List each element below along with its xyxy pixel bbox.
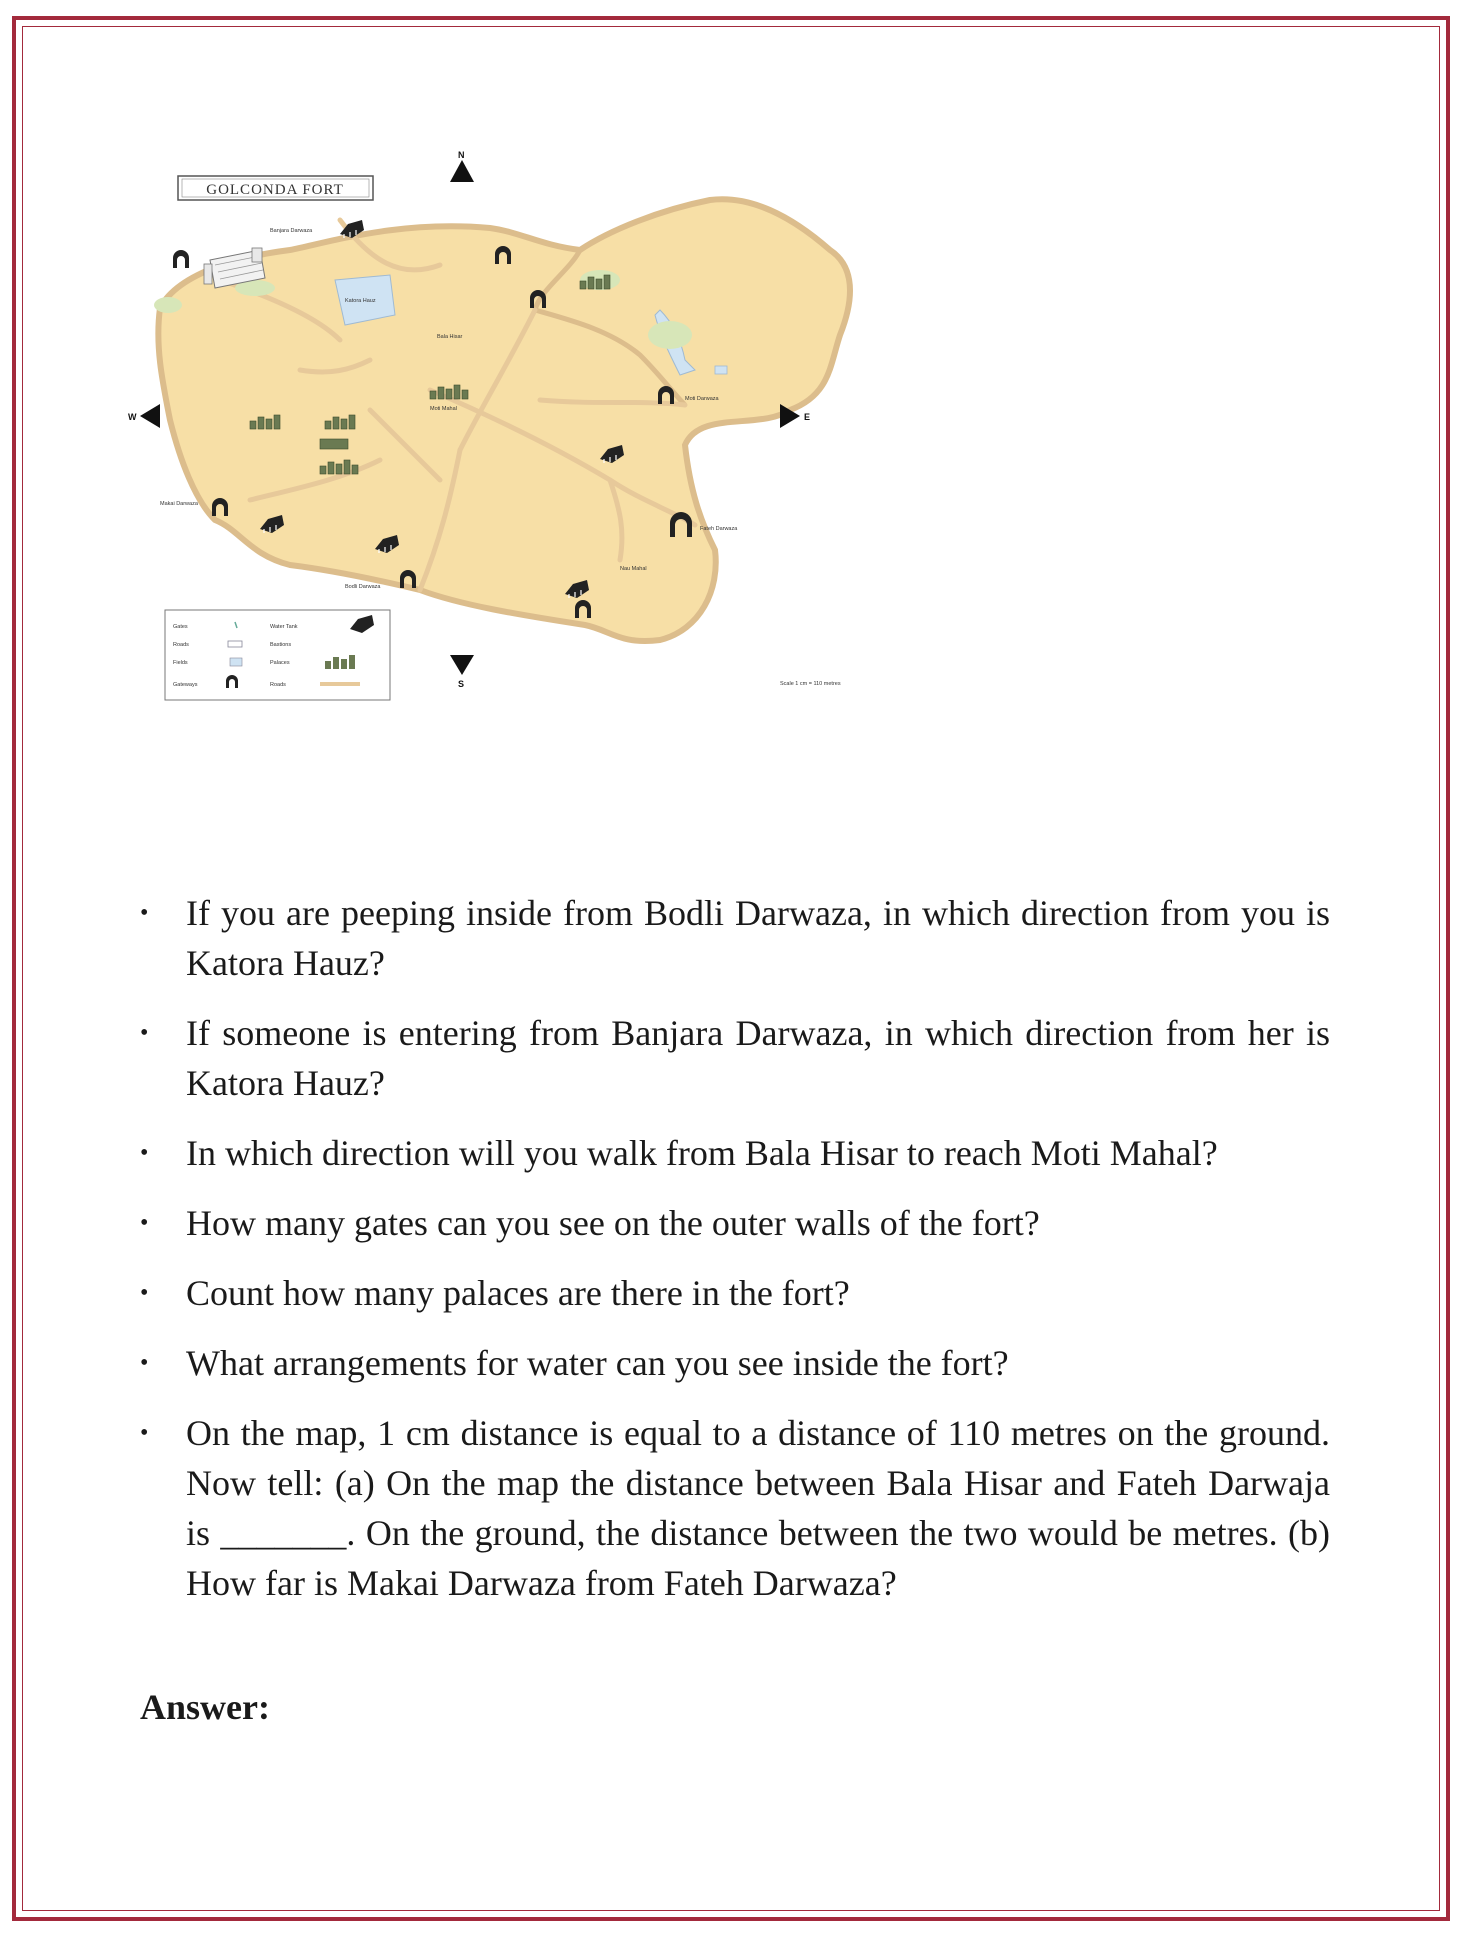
svg-text:W: W bbox=[128, 412, 137, 422]
question-item: • If you are peeping inside from Bodli Darwaza, in which direction from you is Katora Hauz? bbox=[140, 888, 1330, 988]
map-scale-note: Scale 1 cm = 110 metres bbox=[780, 681, 841, 687]
bullet-icon: • bbox=[140, 1280, 149, 1306]
legend-item: Gates bbox=[173, 624, 188, 630]
small-water-tank bbox=[715, 366, 727, 374]
legend-item: Palaces bbox=[270, 660, 290, 666]
golconda-fort-map bbox=[128, 150, 980, 860]
map-title-box bbox=[178, 176, 373, 200]
bullet-icon: • bbox=[140, 1210, 149, 1236]
legend-item: Gateways bbox=[173, 682, 198, 688]
question-item: • On the map, 1 cm distance is equal to a distance of 110 metres on the ground. Now tell: (a) On the map the distance between Bala Hisar and Fateh Darwaja is _______. On the ground, the distance between the two would be metres. (b) How far is Makai Darwaza from Fateh Darwaza? bbox=[140, 1408, 1330, 1608]
label-moti-darwaza: Moti Darwaza bbox=[685, 396, 719, 402]
svg-text:S: S bbox=[458, 679, 465, 689]
south-arrow-icon bbox=[450, 655, 474, 689]
bullet-icon: • bbox=[140, 1140, 149, 1166]
label-bala-hisar: Bala Hisar bbox=[437, 334, 463, 340]
svg-text:N: N bbox=[458, 150, 465, 160]
question-item: • What arrangements for water can you see inside the fort? bbox=[140, 1338, 1330, 1388]
label-moti-mahal: Moti Mahal bbox=[430, 406, 457, 412]
bullet-icon: • bbox=[140, 1020, 149, 1046]
label-bodli-darwaza: Bodli Darwaza bbox=[345, 584, 381, 590]
question-item: • Count how many palaces are there in the fort? bbox=[140, 1268, 1330, 1318]
legend-item: Roads bbox=[173, 642, 189, 648]
legend-item: Fields bbox=[173, 660, 188, 666]
legend-item: Roads bbox=[270, 682, 286, 688]
legend-item: Bastions bbox=[270, 642, 292, 648]
legend-roads-swatch bbox=[320, 682, 360, 686]
svg-text:E: E bbox=[804, 412, 811, 422]
legend-road-icon bbox=[228, 641, 242, 647]
map-legend bbox=[165, 610, 390, 700]
label-fateh-darwaza: Fateh Darwaza bbox=[700, 526, 738, 532]
bullet-icon: • bbox=[140, 1420, 149, 1446]
bullet-icon: • bbox=[140, 900, 149, 926]
answer-label: Answer: bbox=[140, 1687, 270, 1727]
question-item: • How many gates can you see on the outer walls of the fort? bbox=[140, 1198, 1330, 1248]
label-banjara-darwaza: Banjara Darwaza bbox=[270, 228, 313, 234]
label-nau-mahal: Nau Mahal bbox=[620, 566, 647, 572]
question-list bbox=[140, 888, 1330, 1628]
gate-icon bbox=[173, 250, 189, 268]
label-katora-hauz: Katora Hauz bbox=[345, 298, 376, 304]
palace-icon bbox=[320, 439, 348, 449]
legend-item: Water Tank bbox=[270, 624, 298, 630]
map-title: GOLCONDA FORT bbox=[206, 182, 344, 198]
question-item: • If someone is entering from Banjara Darwaza, in which direction from her is Katora Hauz? bbox=[140, 1008, 1330, 1108]
label-makai-darwaza: Makai Darwaza bbox=[160, 501, 198, 507]
question-item: • In which direction will you walk from Bala Hisar to reach Moti Mahal? bbox=[140, 1128, 1330, 1178]
legend-field-icon bbox=[230, 658, 242, 666]
bullet-icon: • bbox=[140, 1350, 149, 1376]
